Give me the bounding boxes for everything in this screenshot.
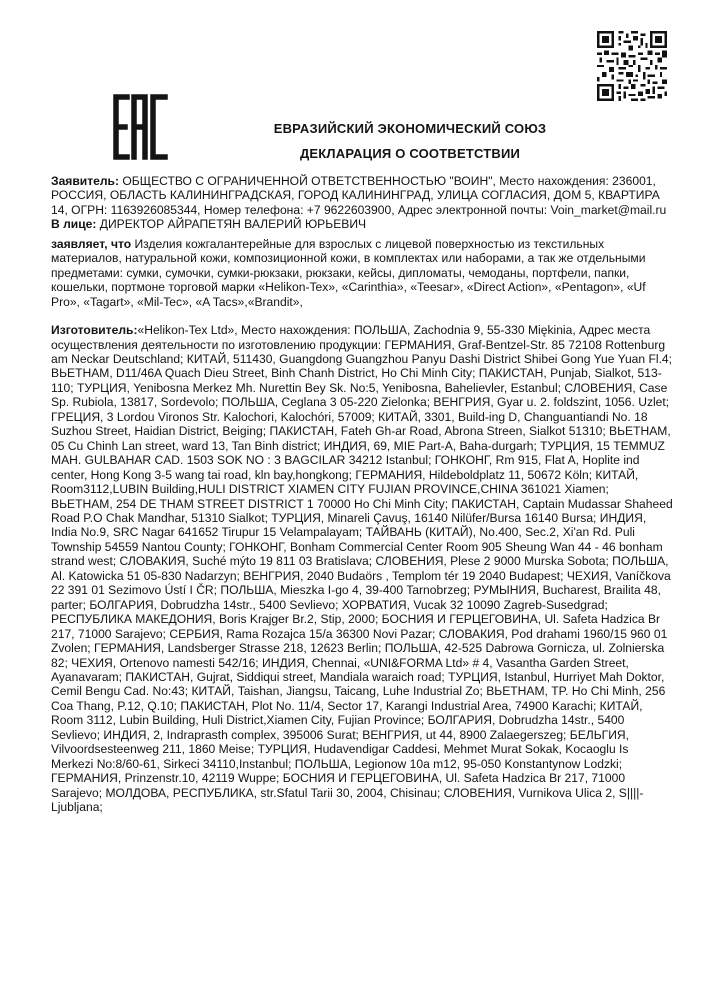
document-title: ДЕКЛАРАЦИЯ О СООТВЕТСТВИИ bbox=[299, 146, 521, 161]
declares-paragraph bbox=[51, 237, 673, 309]
qr-code-icon bbox=[597, 31, 667, 101]
person-paragraph bbox=[51, 217, 673, 231]
declares-text: Изделия кожгалантерейные для взрослых с лицевой поверхностью из текстильных материалов, натуральной кожи, композиционной кожи, в комплектах или наборами, а так же отдельными предметами: сумки, сумочки, сумки-рюкзаки, рюкзаки, кейсы, дипломаты, чемоданы, портфели, папки, кошельки, портмоне торговой марки «Helikon-Tex», «Carinthia», «Teesar», «Direct Action», «Pentagon», «Uf Pro», «Tagart», «Mil-Tec», «A Tacs»,«Brandit», bbox=[51, 236, 646, 309]
document-body bbox=[51, 174, 673, 814]
manufacturer-text: «Helikon-Tex Ltd», Место нахождения: ПОЛЬША, Zachodnia 9, 55-330 Miękinia, Адрес места осуществления деятельности по изготовлению продукции: ГЕРМАНИЯ, Graf-Bentzel-Str. 85 72108 Rottenburg am Neckar Deutschland; КИТАЙ, 511430, Guangdong Guangzhou Panyu Dashi District Shibei Gong Yue Yuan Fl.4; ВЬЕТНАМ, D11/46A Quach Dieu Street, Binh Chanh District, Ho Chi Minh City; ПАКИСТАН, Punjab, Sialkot, 513-110; ТУРЦИЯ, Yenibosna Merkez Mh. Nurettin Bey Sk. No:5, Yenibosna, Bahelievler, Estanbul; СЛОВЕНИЯ, Case Sp. Rubiola, 13817, Sordevolo; ПОЛЬША, Ceglana 3 05-220 Zielonka; ВЕНГРИЯ, Gyar u. 2. foldszint, 1056. Uzlet; ГРЕЦИЯ, 3 Lordou Vironos Str. Kalochori, Kalochóri, 57009; КИТАЙ, 3301, Build-ing D, Changuantiandi No. 18 Suzhou Street, Haidian District, Beiging; ПАКИСТАН, Fateh Gh-ar Road, Abrona Streen, Sialkot 51310; ВЬЕТНАМ, 05 Cu Chinh Lan street, ward 13, Tan Binh district; ИНДИЯ, 69, MIE Part-A, Baha-durgarh; ТУРЦИЯ, 15 TEMMUZ MAH. GULBAHAR CAD. 1503 SOK NO : 3 BAGCILAR 34212 Istanbul; ГОНКОНГ, Rm 915, Flat A, Hoplite ind center, Hong Kong 3-5 wang tai road, kln bay,hongkong; ГЕРМАНИЯ, Hildeboldplatz 11, 50672 Köln; КИТАЙ, Room3112,LUBIN Building,HULI DISTRICT XIAMEN CITY FUJIAN PROVINCE,CHINA 361021 Xiamen; ВЬЕТНАМ, 254 DE THAM STREET DISTRICT 1 70000 Ho Chi Minh City; ПАКИСТАН, Captain Mudassar Shaheed Road P.O Chak Mandhar, 51310 Sialkot; ТУРЦИЯ, Minareli Çavuş, 16140 Nilüfer/Bursa 16140 Bursa; ИНДИЯ, India No.9, SRC Nagar 641652 Tirupur 15 Velampalayam; ТАЙВАНЬ (КИТАЙ), No.400, Sec.2, Xi'an Rd. Puli Township 54559 Nantou County; ГОНКОНГ, Bonham Commercial Center Room 905 Sheung Wan 44 - 46 bonham strand west; СЛОВАКИЯ, Suché mýto 19 811 03 Bratislava; СЛОВЕНИЯ, Plese 2 9000 Murska Sobota; ПОЛЬША, Al. Katowicka 51 05-830 Nadarzyn; ВЕНГРИЯ, 2040 Budaörs , Templom tér 19 2040 Budapest; ЧЕХИЯ, Vaníčkova 22 391 01 Sezimovo Ústí I ČR; ПОЛЬША, Mieszka I-go 4, 39-400 Tarnobrzeg; РУМЫНИЯ, Bucharest, Brailita 48, parter; БОЛГАРИЯ, Dobrudzha 14str., 5400 Sevlievo; ХОРВАТИЯ, Vucak 32 10090 Zagreb-Susedgrad; РЕСПУБЛИКА МАКЕДОНИЯ, Boris Krajger Br.2, Stip, 2000; БОСНИЯ И ГЕРЦЕГОВИНА, Ul. Safeta Hadzica Br 217, 71000 Sarajevo; СЕРБИЯ, Rama Rozajca 15/a 36300 Novi Pazar; СЛОВАКИЯ, Pod drahami 1960/15 960 01 Zvolen; ГЕРМАНИЯ, Landsberger Strasse 218, 12623 Berlin; ПОЛЬША, 42-525 Dabrowa Gornicza, ul. Zolnierska 82; ЧЕХИЯ, Ortenovo namesti 542/16; ИНДИЯ, Chennai, «UNI&FORMA Ltd» # 4, Vasantha Garden Street, Ayanavaram; ПАКИСТАН, Gujrat, Siddiqui street, Mandiala waraich road; ТУРЦИЯ, Istanbul, Hurriyet Mah Doktor, Cemil Bengu Cad. No:43; КИТАЙ, Taishan, Jiangsu, Taicang, Luhe Industrial Zo; ВЬЕТНАМ, TP. Ho Chi Minh, 256 Coa Thang, P.12, Q.10; ПАКИСТАН, Plot No. 11/4, Sector 17, Karangi Industrial Area, 74900 Karachi; КИТАЙ, Room 3112, Lubin Building, Huli District,Xiamen City, Fujian Province; БОЛГАРИЯ, Dobrudzha 14str., 5400 Sevlievo; ИНДИЯ, 2, Indraprasth complex, 395006 Surat; ВЕНГРИЯ, ut 44, 8900 Zalaegerszeg; БЕЛЬГИЯ, Vilvoordsesteenweg 211, 1860 Meise; ТУРЦИЯ, Hudavendigar Caddesi, Mehmet Murat Sokak, Kocaoglu Is Merkezi No:8/60-61, Sirkeci 34110,Instanbul; ПОЛЬША, Legionow 10a m12, 95-050 Konstantynow Lodzki; ГЕРМАНИЯ, Prinzenstr.10, 42119 Wuppe; БОСНИЯ И ГЕРЦЕГОВИНА, Ul. Safeta Hadzica Br 217, 71000 Sarajevo; МОЛДОВА, РЕСПУБЛИКА, str.Sfatul Tarii 30, 2004, Chisinau; СЛОВЕНИЯ, Vurnikova Ulica 2, S||||-Ljubljana; bbox=[51, 323, 673, 815]
manufacturer-paragraph bbox=[51, 323, 673, 814]
manufacturer-label: Изготовитель: bbox=[51, 323, 138, 338]
qr-code bbox=[597, 31, 667, 101]
person-label: В лице: bbox=[51, 217, 97, 232]
person-text: ДИРЕКТОР АЙРАПЕТЯН ВАЛЕРИЙ ЮРЬЕВИЧ bbox=[96, 217, 367, 232]
applicant-text: ОБЩЕСТВО С ОГРАНИЧЕННОЙ ОТВЕТСТВЕННОСТЬЮ "ВОИН", Место нахождения: 236001, РОССИЯ, ОБЛАСТЬ КАЛИНИНГРАДСКАЯ, ГОРОД КАЛИНИНГРАД, УЛИЦА СОГЛАСИЯ, ДОМ 5, КВАРТИРА 14, ОГРН: 1163926085344, Номер телефона: +7 9622603900, Адрес электронной почты: Voin_market@mail.ru bbox=[51, 174, 667, 217]
applicant-paragraph bbox=[51, 174, 673, 217]
union-title: ЕВРАЗИЙСКИЙ ЭКОНОМИЧЕСКИЙ СОЮЗ bbox=[273, 121, 547, 136]
declares-label: заявляет, что bbox=[51, 236, 132, 251]
applicant-label: Заявитель: bbox=[51, 174, 120, 188]
